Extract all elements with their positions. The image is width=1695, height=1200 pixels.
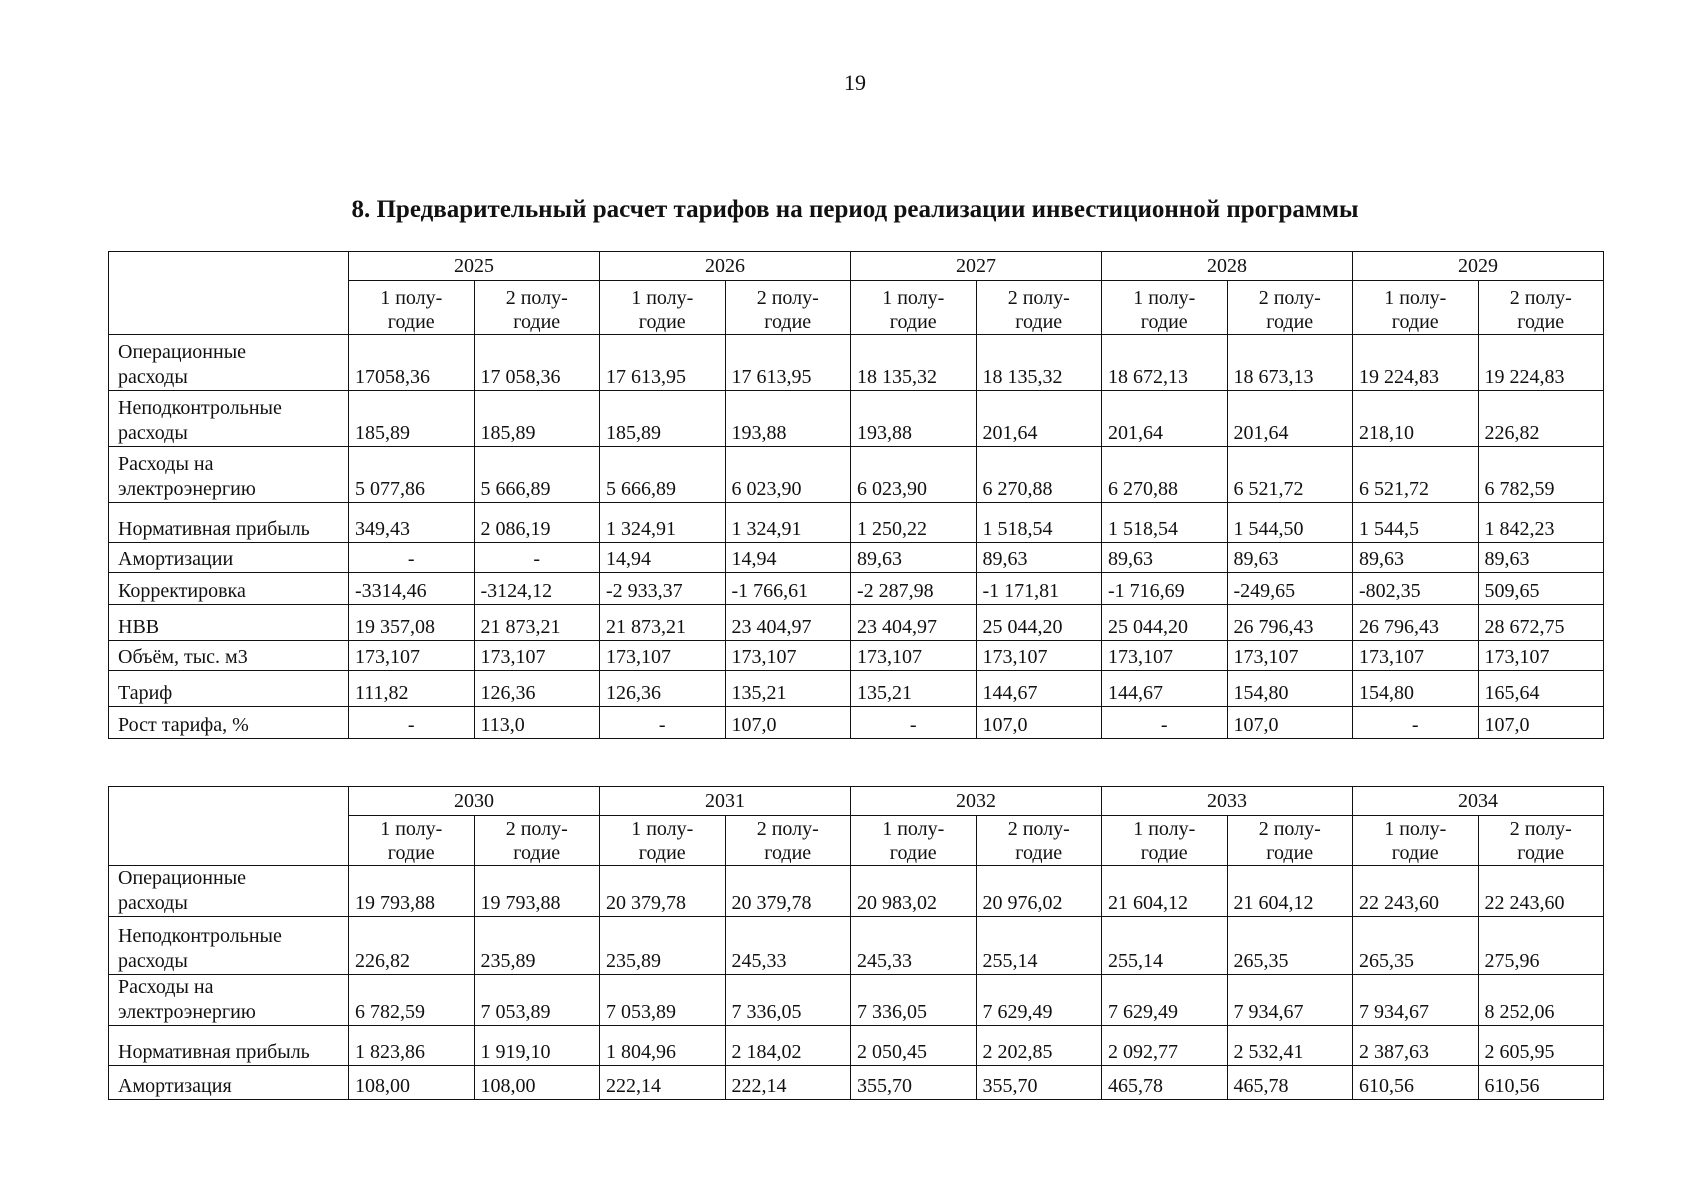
value-cell: -3314,46	[349, 573, 475, 605]
value-cell: 7 934,67	[1353, 975, 1479, 1026]
value-cell: 5 077,86	[349, 447, 475, 503]
value-cell: 25 044,20	[976, 605, 1102, 641]
page-number: 19	[844, 70, 866, 95]
value-cell: 1 518,54	[976, 503, 1102, 543]
value-cell: 173,107	[474, 641, 600, 671]
half-year-header: 1 полу- годие	[1353, 816, 1479, 866]
value-cell: -	[1102, 707, 1228, 739]
value-cell: -249,65	[1227, 573, 1353, 605]
value-cell: 6 270,88	[976, 447, 1102, 503]
value-cell: -1 716,69	[1102, 573, 1228, 605]
value-cell: -1 171,81	[976, 573, 1102, 605]
value-cell: 173,107	[1102, 641, 1228, 671]
value-cell: 173,107	[600, 641, 726, 671]
table-row	[109, 641, 1604, 671]
value-cell: 1 842,23	[1478, 503, 1604, 543]
half-year-header: 1 полу- годие	[600, 816, 726, 866]
value-cell: 165,64	[1478, 671, 1604, 707]
tariff-table-2030-2034	[108, 786, 1604, 1100]
value-cell: -	[349, 707, 475, 739]
value-cell: 108,00	[474, 1066, 600, 1100]
value-cell: 7 629,49	[1102, 975, 1228, 1026]
value-cell: 1 544,50	[1227, 503, 1353, 543]
value-cell: 6 521,72	[1353, 447, 1479, 503]
value-cell: 465,78	[1227, 1066, 1353, 1100]
value-cell: 89,63	[1102, 543, 1228, 573]
value-cell: 222,14	[600, 1066, 726, 1100]
half-year-header: 1 полу- годие	[349, 281, 475, 335]
value-cell: -1 766,61	[725, 573, 851, 605]
value-cell: 1 823,86	[349, 1026, 475, 1066]
value-cell: 17 058,36	[474, 335, 600, 391]
value-cell: -	[600, 707, 726, 739]
value-cell: 7 336,05	[725, 975, 851, 1026]
value-cell: 185,89	[600, 391, 726, 447]
table-row	[109, 1066, 1604, 1100]
row-label: Расходы на электроэнергию	[109, 447, 349, 503]
value-cell: 1 518,54	[1102, 503, 1228, 543]
value-cell: 23 404,97	[851, 605, 977, 641]
value-cell: 111,82	[349, 671, 475, 707]
row-label: Расходы на электроэнергию	[109, 975, 349, 1026]
year-header: 2030	[349, 787, 600, 816]
value-cell: 22 243,60	[1478, 866, 1604, 917]
value-cell: 2 086,19	[474, 503, 600, 543]
value-cell: 201,64	[1227, 391, 1353, 447]
row-label: Рост тарифа, %	[109, 707, 349, 739]
table-row	[109, 917, 1604, 975]
table-row	[109, 671, 1604, 707]
half-year-header: 2 полу- годие	[1478, 281, 1604, 335]
value-cell: 610,56	[1353, 1066, 1479, 1100]
value-cell: 255,14	[1102, 917, 1228, 975]
value-cell: 173,107	[1227, 641, 1353, 671]
year-header: 2028	[1102, 252, 1353, 281]
value-cell: 1 324,91	[725, 503, 851, 543]
row-label: Объём, тыс. м3	[109, 641, 349, 671]
value-cell: 19 793,88	[349, 866, 475, 917]
value-cell: 185,89	[349, 391, 475, 447]
table-row	[109, 503, 1604, 543]
value-cell: 193,88	[851, 391, 977, 447]
table-row	[109, 605, 1604, 641]
value-cell: 7 053,89	[474, 975, 600, 1026]
value-cell: 89,63	[1227, 543, 1353, 573]
table-row	[109, 707, 1604, 739]
year-header: 2025	[349, 252, 600, 281]
table-row	[109, 975, 1604, 1026]
value-cell: 89,63	[1353, 543, 1479, 573]
value-cell: 7 053,89	[600, 975, 726, 1026]
row-label: Амортизации	[109, 543, 349, 573]
value-cell: 108,00	[349, 1066, 475, 1100]
value-cell: -	[851, 707, 977, 739]
half-year-header: 1 полу- годие	[1353, 281, 1479, 335]
value-cell: 349,43	[349, 503, 475, 543]
value-cell: 235,89	[474, 917, 600, 975]
row-label: НВВ	[109, 605, 349, 641]
value-cell: 107,0	[976, 707, 1102, 739]
value-cell: 2 605,95	[1478, 1026, 1604, 1066]
value-cell: 1 919,10	[474, 1026, 600, 1066]
half-year-header: 2 полу- годие	[1478, 816, 1604, 866]
value-cell: 18 135,32	[976, 335, 1102, 391]
value-cell: 193,88	[725, 391, 851, 447]
row-label: Операционные расходы	[109, 335, 349, 391]
value-cell: 20 976,02	[976, 866, 1102, 917]
half-year-header: 1 полу- годие	[600, 281, 726, 335]
value-cell: 173,107	[725, 641, 851, 671]
value-cell: 28 672,75	[1478, 605, 1604, 641]
value-cell: 8 252,06	[1478, 975, 1604, 1026]
year-header: 2029	[1353, 252, 1604, 281]
half-year-header: 1 полу- годие	[851, 281, 977, 335]
value-cell: 5 666,89	[474, 447, 600, 503]
half-year-header: 2 полу- годие	[474, 816, 600, 866]
value-cell: 21 873,21	[600, 605, 726, 641]
value-cell: 7 629,49	[976, 975, 1102, 1026]
value-cell: 107,0	[1478, 707, 1604, 739]
half-year-header: 2 полу- годие	[976, 281, 1102, 335]
value-cell: 17058,36	[349, 335, 475, 391]
table-row	[109, 573, 1604, 605]
year-header: 2032	[851, 787, 1102, 816]
value-cell: 21 604,12	[1102, 866, 1228, 917]
value-cell: 235,89	[600, 917, 726, 975]
value-cell: 226,82	[349, 917, 475, 975]
value-cell: 1 804,96	[600, 1026, 726, 1066]
value-cell: 20 983,02	[851, 866, 977, 917]
table-row	[109, 866, 1604, 917]
value-cell: 18 135,32	[851, 335, 977, 391]
row-label: Операционные расходы	[109, 866, 349, 917]
year-header: 2026	[600, 252, 851, 281]
value-cell: 173,107	[976, 641, 1102, 671]
value-cell: 173,107	[851, 641, 977, 671]
half-year-header: 1 полу- годие	[851, 816, 977, 866]
value-cell: -	[474, 543, 600, 573]
value-cell: 6 782,59	[1478, 447, 1604, 503]
value-cell: 255,14	[976, 917, 1102, 975]
table-row	[109, 335, 1604, 391]
value-cell: 18 672,13	[1102, 335, 1228, 391]
value-cell: 144,67	[976, 671, 1102, 707]
value-cell: 1 544,5	[1353, 503, 1479, 543]
value-cell: 6 023,90	[851, 447, 977, 503]
value-cell: -	[349, 543, 475, 573]
value-cell: 6 023,90	[725, 447, 851, 503]
value-cell: 2 184,02	[725, 1026, 851, 1066]
value-cell: 26 796,43	[1353, 605, 1479, 641]
value-cell: 265,35	[1353, 917, 1479, 975]
value-cell: 135,21	[725, 671, 851, 707]
value-cell: 2 092,77	[1102, 1026, 1228, 1066]
table-row	[109, 1026, 1604, 1066]
value-cell: 107,0	[725, 707, 851, 739]
document-title: 8. Предварительный расчет тарифов на период реализации инвестиционной программы	[351, 196, 1359, 223]
half-year-header: 1 полу- годие	[1102, 281, 1228, 335]
half-year-header: 2 полу- годие	[1227, 816, 1353, 866]
value-cell: 126,36	[600, 671, 726, 707]
value-cell: 135,21	[851, 671, 977, 707]
value-cell: 1 324,91	[600, 503, 726, 543]
half-year-header: 1 полу- годие	[349, 816, 475, 866]
value-cell: 610,56	[1478, 1066, 1604, 1100]
value-cell: 18 673,13	[1227, 335, 1353, 391]
value-cell: 23 404,97	[725, 605, 851, 641]
value-cell: 126,36	[474, 671, 600, 707]
value-cell: 6 270,88	[1102, 447, 1228, 503]
value-cell: 2 050,45	[851, 1026, 977, 1066]
value-cell: 89,63	[851, 543, 977, 573]
value-cell: 245,33	[851, 917, 977, 975]
value-cell: 14,94	[725, 543, 851, 573]
value-cell: 2 202,85	[976, 1026, 1102, 1066]
half-year-header: 2 полу- годие	[474, 281, 600, 335]
year-header: 2034	[1353, 787, 1604, 816]
value-cell: 222,14	[725, 1066, 851, 1100]
tariff-table-2025-2029	[108, 251, 1604, 739]
value-cell: 21 604,12	[1227, 866, 1353, 917]
value-cell: 173,107	[1478, 641, 1604, 671]
value-cell: 7 934,67	[1227, 975, 1353, 1026]
value-cell: -802,35	[1353, 573, 1479, 605]
value-cell: 89,63	[1478, 543, 1604, 573]
value-cell: 19 357,08	[349, 605, 475, 641]
header-corner-cell	[109, 787, 349, 866]
value-cell: 25 044,20	[1102, 605, 1228, 641]
value-cell: 19 224,83	[1353, 335, 1479, 391]
year-header: 2031	[600, 787, 851, 816]
value-cell: 185,89	[474, 391, 600, 447]
header-corner-cell	[109, 252, 349, 335]
value-cell: -3124,12	[474, 573, 600, 605]
value-cell: 465,78	[1102, 1066, 1228, 1100]
row-label: Корректировка	[109, 573, 349, 605]
value-cell: 355,70	[976, 1066, 1102, 1100]
half-year-header: 1 полу- годие	[1102, 816, 1228, 866]
row-label: Амортизация	[109, 1066, 349, 1100]
value-cell: 144,67	[1102, 671, 1228, 707]
value-cell: 22 243,60	[1353, 866, 1479, 917]
value-cell: 107,0	[1227, 707, 1353, 739]
value-cell: 2 532,41	[1227, 1026, 1353, 1066]
value-cell: 113,0	[474, 707, 600, 739]
value-cell: 7 336,05	[851, 975, 977, 1026]
value-cell: 20 379,78	[725, 866, 851, 917]
value-cell: 201,64	[976, 391, 1102, 447]
row-label: Нормативная прибыль	[109, 503, 349, 543]
value-cell: 218,10	[1353, 391, 1479, 447]
value-cell: 154,80	[1353, 671, 1479, 707]
value-cell: 6 782,59	[349, 975, 475, 1026]
value-cell: 19 224,83	[1478, 335, 1604, 391]
value-cell: 355,70	[851, 1066, 977, 1100]
value-cell: 14,94	[600, 543, 726, 573]
value-cell: 17 613,95	[600, 335, 726, 391]
value-cell: 20 379,78	[600, 866, 726, 917]
value-cell: 5 666,89	[600, 447, 726, 503]
value-cell: 21 873,21	[474, 605, 600, 641]
row-label: Тариф	[109, 671, 349, 707]
value-cell: 17 613,95	[725, 335, 851, 391]
year-header: 2027	[851, 252, 1102, 281]
row-label: Неподконтрольные расходы	[109, 391, 349, 447]
value-cell: -	[1353, 707, 1479, 739]
value-cell: 154,80	[1227, 671, 1353, 707]
half-year-header: 2 полу- годие	[725, 281, 851, 335]
row-label: Неподконтрольные расходы	[109, 917, 349, 975]
value-cell: 265,35	[1227, 917, 1353, 975]
table-row	[109, 447, 1604, 503]
value-cell: -2 287,98	[851, 573, 977, 605]
value-cell: 275,96	[1478, 917, 1604, 975]
value-cell: -2 933,37	[600, 573, 726, 605]
table-row	[109, 543, 1604, 573]
value-cell: 245,33	[725, 917, 851, 975]
value-cell: 201,64	[1102, 391, 1228, 447]
value-cell: 19 793,88	[474, 866, 600, 917]
table-row	[109, 391, 1604, 447]
half-year-header: 2 полу- годие	[725, 816, 851, 866]
value-cell: 89,63	[976, 543, 1102, 573]
half-year-header: 2 полу- годие	[976, 816, 1102, 866]
value-cell: 226,82	[1478, 391, 1604, 447]
year-header: 2033	[1102, 787, 1353, 816]
value-cell: 1 250,22	[851, 503, 977, 543]
value-cell: 26 796,43	[1227, 605, 1353, 641]
row-label: Нормативная прибыль	[109, 1026, 349, 1066]
value-cell: 6 521,72	[1227, 447, 1353, 503]
value-cell: 2 387,63	[1353, 1026, 1479, 1066]
value-cell: 173,107	[1353, 641, 1479, 671]
value-cell: 173,107	[349, 641, 475, 671]
half-year-header: 2 полу- годие	[1227, 281, 1353, 335]
value-cell: 509,65	[1478, 573, 1604, 605]
